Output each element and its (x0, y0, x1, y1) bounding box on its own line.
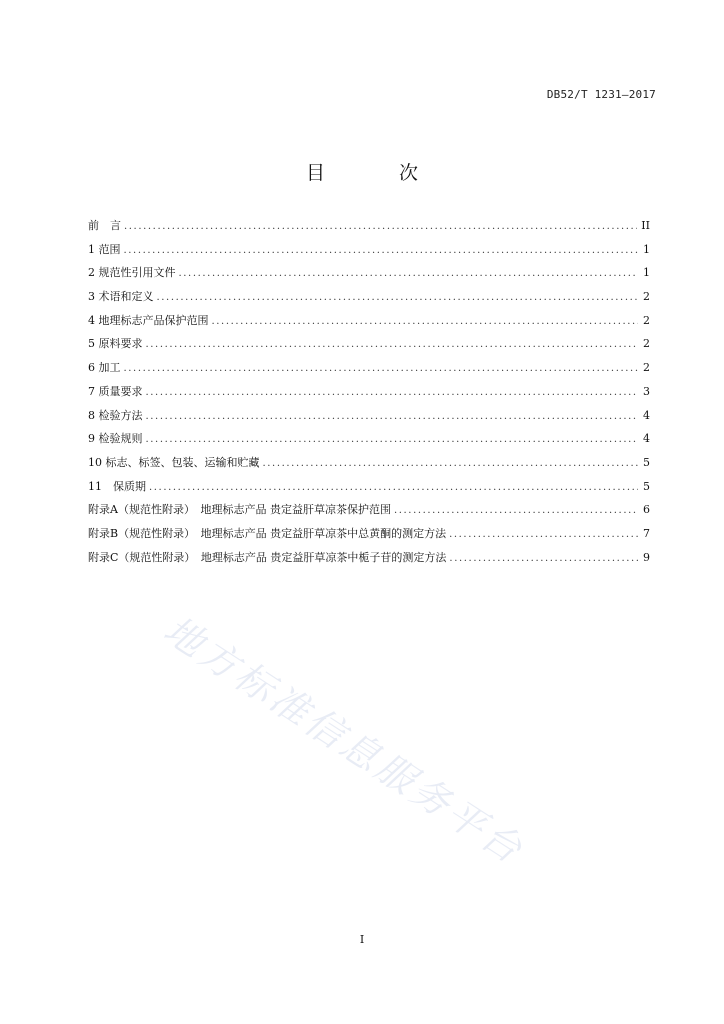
toc-entry-label: 1 范围 (88, 242, 121, 256)
toc-entry[interactable] (88, 455, 650, 479)
toc-entry-page: 4 (643, 432, 650, 446)
toc-entry-page: 2 (643, 337, 650, 351)
toc-list (88, 218, 650, 573)
toc-leader-dots (212, 314, 639, 330)
document-code: DB52/T 1231—2017 (546, 88, 656, 101)
toc-entry[interactable] (88, 408, 650, 432)
toc-entry-label: 5 原料要求 (88, 337, 143, 351)
toc-entry-label: 8 检验方法 (88, 408, 143, 422)
toc-entry-label: 4 地理标志产品保护范围 (88, 313, 209, 327)
page-number: I (359, 933, 365, 946)
toc-entry-label: 7 质量要求 (88, 384, 143, 398)
toc-entry-label: 9 检验规则 (88, 432, 143, 446)
toc-leader-dots (149, 480, 638, 496)
toc-entry[interactable] (88, 265, 650, 289)
toc-entry-page: 4 (643, 408, 650, 422)
toc-entry-label: 11 保质期 (88, 479, 146, 493)
toc-entry[interactable] (88, 431, 650, 455)
toc-leader-dots (179, 266, 639, 282)
toc-entry-label: 10 标志、标签、包装、运输和贮藏 (88, 455, 260, 469)
toc-entry[interactable] (88, 313, 650, 337)
toc-entry[interactable] (88, 336, 650, 360)
toc-entry-label: 附录B（规范性附录） 地理标志产品 贵定益肝草凉茶中总黄酮的测定方法 (88, 526, 447, 540)
toc-entry-label: 2 规范性引用文件 (88, 266, 176, 280)
watermark-text: 地方标准信息服务平台 (156, 607, 533, 874)
toc-entry-page: 2 (643, 361, 650, 375)
toc-entry-label: 6 加工 (88, 361, 121, 375)
toc-entry[interactable] (88, 242, 650, 266)
toc-entry-label: 附录C（规范性附录） 地理标志产品 贵定益肝草凉茶中栀子苷的测定方法 (88, 550, 447, 564)
toc-entry-page: 1 (643, 266, 650, 280)
toc-leader-dots (124, 361, 639, 377)
toc-entry-page: 1 (643, 242, 650, 256)
toc-entry-label: 3 术语和定义 (88, 290, 154, 304)
toc-entry[interactable] (88, 502, 650, 526)
toc-entry-label: 前 言 (88, 219, 121, 232)
toc-entry[interactable] (88, 384, 650, 408)
toc-entry-page: 9 (643, 550, 650, 564)
toc-leader-dots (157, 290, 639, 306)
toc-entry[interactable] (88, 360, 650, 384)
toc-entry-page: 2 (643, 313, 650, 327)
toc-entry-page: 5 (643, 455, 650, 469)
toc-entry-page: II (641, 219, 650, 232)
toc-leader-dots (394, 503, 638, 519)
toc-entry-page: 2 (643, 290, 650, 304)
toc-entry-page: 5 (643, 479, 650, 493)
toc-entry[interactable] (88, 526, 650, 550)
toc-leader-dots (146, 432, 639, 448)
toc-entry-label: 附录A（规范性附录） 地理标志产品 贵定益肝草凉茶保护范围 (88, 503, 391, 517)
toc-leader-dots (146, 337, 639, 353)
toc-leader-dots (124, 219, 637, 235)
toc-title: 目 次 (305, 162, 453, 184)
toc-leader-dots (449, 551, 638, 567)
toc-leader-dots (146, 409, 639, 425)
toc-entry-page: 7 (643, 526, 650, 540)
toc-entry[interactable] (88, 289, 650, 313)
toc-entry[interactable] (88, 479, 650, 503)
toc-leader-dots (263, 456, 639, 472)
toc-leader-dots (146, 385, 639, 401)
toc-entry-page: 6 (643, 503, 650, 517)
toc-entry[interactable] (88, 550, 650, 574)
toc-leader-dots (124, 243, 639, 259)
toc-entry-page: 3 (643, 384, 650, 398)
toc-entry[interactable] (88, 218, 650, 242)
toc-leader-dots (449, 527, 638, 543)
